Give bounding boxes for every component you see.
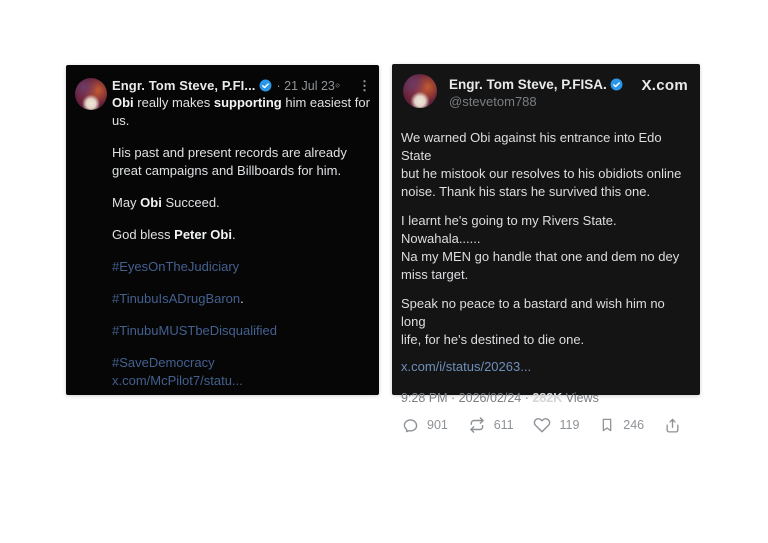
bookmark-count: 246 [623, 418, 645, 432]
tweet-paragraph [112, 144, 371, 180]
hashtag-row [112, 322, 371, 340]
tweet-card-right [392, 64, 700, 432]
hashtag-link[interactable]: #EyesOnTheJudiciary [112, 259, 240, 274]
text-line: Na my MEN go handle that one and dem no dey [401, 249, 680, 264]
timestamp[interactable]: · 21 Jul 23 [276, 78, 335, 93]
hashtag-row [112, 258, 371, 276]
hashtag-link[interactable]: #TinubuMUSTbeDisqualified [112, 323, 277, 338]
text-line: Speak no peace to a bastard and wish him no long [401, 296, 665, 329]
repost-icon [468, 416, 486, 434]
tweet-paragraph: God bless Peter Obi. [112, 227, 236, 242]
avatar[interactable] [75, 78, 107, 110]
repost-button[interactable] [468, 416, 514, 434]
share-button[interactable] [664, 417, 681, 434]
repost-count: 611 [493, 418, 514, 432]
tweet-meta [401, 389, 691, 407]
views-label: Views [565, 391, 599, 405]
x-com-watermark: X.com [641, 77, 688, 94]
display-name[interactable]: Engr. Tom Steve, P.FISA. [449, 77, 607, 92]
display-name[interactable]: Engr. Tom Steve, P.FI... [112, 78, 256, 93]
text-line: We warned Obi against his entrance into Edo State [401, 130, 662, 163]
user-handle[interactable]: @stevetom788 [449, 94, 537, 109]
tweet-paragraph [401, 212, 691, 284]
engagement-bar [401, 416, 691, 434]
like-count: 119 [559, 418, 580, 432]
share-icon [664, 417, 681, 434]
circle-slash-icon [335, 78, 340, 93]
tweet-header [392, 64, 700, 109]
hashtag-row [112, 354, 371, 390]
status-link[interactable]: x.com/i/status/20263... [401, 359, 532, 374]
bookmark-button[interactable] [599, 416, 644, 434]
text-line: Obi really makes supporting him easiest for [112, 95, 370, 110]
more-menu-icon[interactable]: ⋮ [358, 78, 371, 93]
text-line: I learnt he's going to my Rivers State. Nowahala...... [401, 213, 617, 246]
text-line: us. [112, 113, 130, 128]
reply-button[interactable] [402, 416, 448, 434]
like-button[interactable] [533, 416, 579, 434]
meta-datetime: 9:28 PM · 2026/02/24 · [401, 391, 529, 405]
tweet-body [112, 94, 371, 390]
text-line: noise. Thank his stars he survived this one. [401, 184, 651, 199]
tweet-paragraph [401, 129, 691, 201]
verified-badge-icon [610, 78, 623, 91]
tweet-paragraph [112, 94, 371, 130]
tweet-card-left [66, 65, 379, 395]
reply-icon [402, 417, 419, 434]
status-link[interactable]: x.com/McPilot7/statu... [112, 373, 243, 388]
text-line: miss target. [401, 267, 469, 282]
heart-icon [533, 416, 551, 434]
tweet-header [112, 78, 371, 93]
views-count: 282K [532, 391, 563, 405]
bookmark-icon [599, 417, 615, 433]
verified-badge-icon [259, 79, 272, 92]
hashtag-row: #TinubuIsADrugBaron. [112, 291, 244, 306]
tweet-body [392, 109, 700, 434]
hashtag-link[interactable]: #SaveDemocracy [112, 355, 215, 370]
hashtag-link[interactable]: #TinubuIsADrugBaron [112, 291, 241, 306]
reply-count: 901 [427, 418, 448, 432]
avatar[interactable] [403, 74, 437, 108]
text-line: but he mistook our resolves to his obidiots online [401, 166, 682, 181]
text-line: life, for he's destined to die one. [401, 332, 585, 347]
tweet-paragraph: May Obi Succeed. [112, 195, 220, 210]
text-line: His past and present records are already [112, 145, 347, 160]
text-line: great campaigns and Billboards for him. [112, 163, 342, 178]
tweet-paragraph [401, 295, 691, 349]
